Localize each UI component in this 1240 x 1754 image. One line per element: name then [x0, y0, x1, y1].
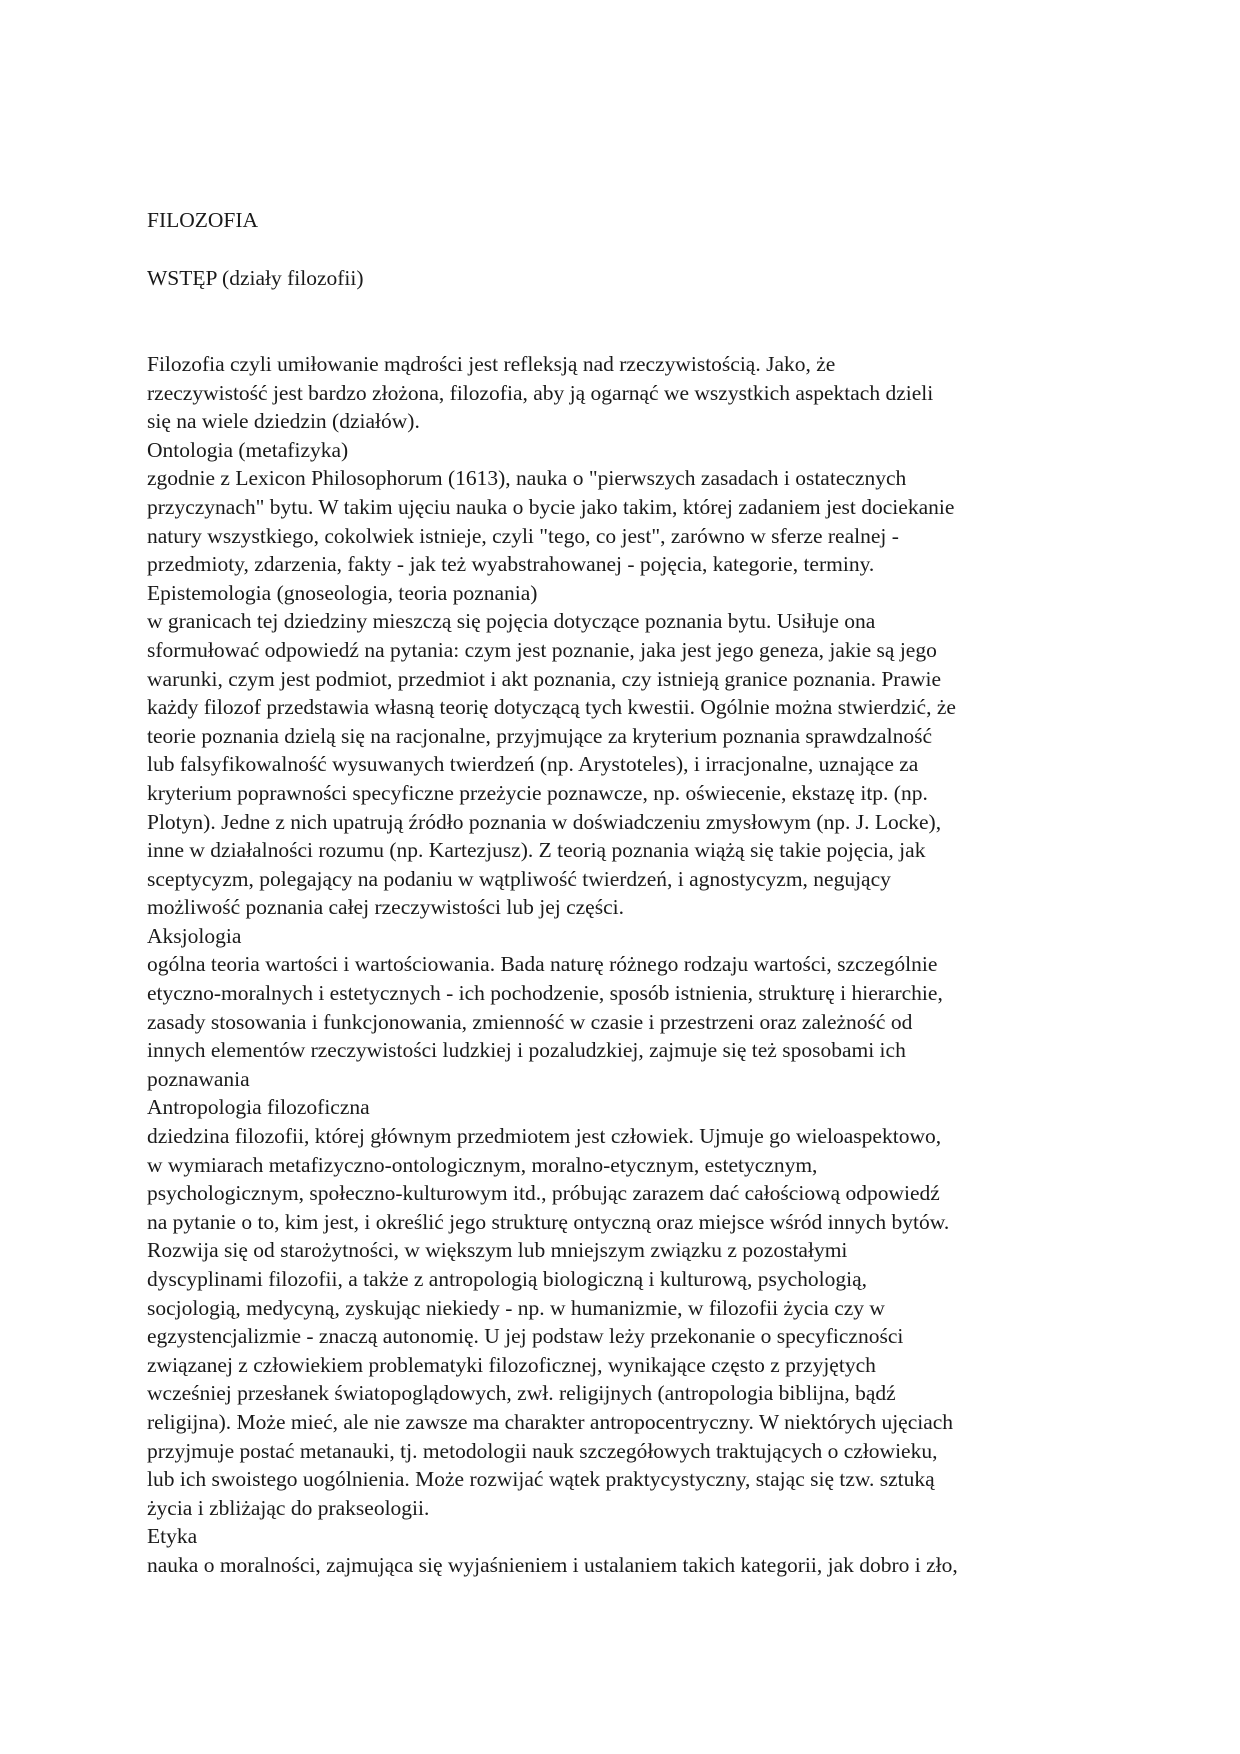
text-line: Etyka — [147, 1524, 198, 1549]
document-subtitle: WSTĘP (działy filozofii) — [147, 266, 364, 290]
text-line: wcześniej przesłanek światopoglądowych, zwł. religijnych (antropologia biblijna, bądź — [147, 1381, 896, 1406]
text-line: dziedzina filozofii, której głównym przedmiotem jest człowiek. Ujmuje go wieloaspektowo, — [147, 1124, 942, 1149]
text-line: sformułować odpowiedź na pytania: czym jest poznanie, jaka jest jego geneza, jakie są jego — [147, 637, 937, 662]
text-line: kryterium poprawności specyficzne przeżycie poznawcze, np. oświecenie, ekstazę itp. (np. — [147, 780, 928, 805]
text-line: zasady stosowania i funkcjonowania, zmienność w czasie i przestrzeni oraz zależność od — [147, 1009, 913, 1034]
document-title: FILOZOFIA — [147, 208, 259, 232]
text-line: teorie poznania dzielą się na racjonalne, przyjmujące za kryterium poznania sprawdzalność — [147, 723, 932, 748]
text-line: rzeczywistość jest bardzo złożona, filozofia, aby ją ogarnąć we wszystkich aspektach dzieli — [147, 380, 934, 405]
text-line: życia i zbliżając do prakseologii. — [147, 1495, 430, 1520]
text-line: się na wiele dziedzin (działów). — [147, 409, 420, 434]
document-body — [147, 350, 958, 1580]
text-line: w wymiarach metafizyczno-ontologicznym, moralno-etycznym, estetycznym, — [147, 1152, 818, 1177]
text-line: socjologią, medycyną, zyskując niekiedy - np. w humanizmie, w filozofii życia czy w — [147, 1295, 885, 1320]
text-line: Rozwija się od starożytności, w większym lub mniejszym związku z pozostałymi — [147, 1238, 848, 1263]
text-line: religijna). Może mieć, ale nie zawsze ma charakter antropocentryczny. W niektórych ujęciach — [147, 1409, 954, 1434]
text-line: psychologicznym, społeczno-kulturowym itd., próbując zarazem dać całościową odpowiedź — [147, 1181, 940, 1206]
text-line: lub ich swoistego uogólnienia. Może rozwijać wątek praktycystyczny, stając się tzw. sztuką — [147, 1467, 935, 1492]
text-line: nauka o moralności, zajmująca się wyjaśnieniem i ustalaniem takich kategorii, jak dobro i zło, — [147, 1552, 958, 1577]
text-line: sceptycyzm, polegający na podaniu w wątpliwość twierdzeń, i agnostycyzm, negujący — [147, 866, 891, 891]
text-line: natury wszystkiego, cokolwiek istnieje, czyli "tego, co jest", zarówno w sferze realnej - — [147, 523, 899, 548]
text-line: każdy filozof przedstawia własną teorię dotyczącą tych kwestii. Ogólnie można stwierdzić, że — [147, 695, 956, 720]
text-line: dyscyplinami filozofii, a także z antropologią biologiczną i kulturową, psychologią, — [147, 1267, 868, 1291]
text-line: etyczno-moralnych i estetycznych - ich pochodzenie, sposób istnienia, strukturę i hierarchie, — [147, 981, 943, 1006]
text-line: możliwość poznania całej rzeczywistości lub jej części. — [147, 895, 624, 920]
text-line: Plotyn). Jedne z nich upatrują źródło poznania w doświadczeniu zmysłowym (np. J. Locke), — [147, 809, 942, 834]
text-line: Epistemologia (gnoseologia, teoria poznania) — [147, 580, 538, 605]
text-line: przyjmuje postać metanauki, tj. metodologii nauk szczegółowych traktujących o człowieku, — [147, 1438, 938, 1463]
text-line: przyczynach" bytu. W takim ujęciu nauka o bycie jako takim, której zadaniem jest dociekanie — [147, 494, 955, 519]
text-line: warunki, czym jest podmiot, przedmiot i akt poznania, czy istnieją granice poznania. Prawie — [147, 666, 942, 691]
text-line: Ontologia (metafizyka) — [147, 437, 349, 462]
text-line: poznawania — [147, 1066, 250, 1091]
text-line: w granicach tej dziedziny mieszczą się pojęcia dotyczące poznania bytu. Usiłuje ona — [147, 609, 876, 634]
text-line: Aksjologia — [147, 923, 242, 948]
text-line: egzystencjalizmie - znaczą autonomię. U jej podstaw leży przekonanie o specyficzności — [147, 1324, 904, 1349]
text-line: innych elementów rzeczywistości ludzkiej i pozaludzkiej, zajmuje się też sposobami ich — [147, 1038, 906, 1063]
text-line: związanej z człowiekiem problematyki filozoficznej, wynikające często z przyjętych — [147, 1352, 876, 1377]
text-line: Filozofia czyli umiłowanie mądrości jest refleksją nad rzeczywistością. Jako, że — [147, 352, 836, 376]
text-line: ogólna teoria wartości i wartościowania. Bada naturę różnego rodzaju wartości, szczególnie — [147, 952, 938, 977]
text-line: na pytanie o to, kim jest, i określić jego strukturę ontyczną oraz miejsce wśród innych bytów. — [147, 1209, 950, 1234]
text-line: Antropologia filozoficzna — [147, 1095, 370, 1120]
text-line: inne w działalności rozumu (np. Kartezjusz). Z teorią poznania wiążą się takie pojęcia, jak — [147, 838, 926, 863]
text-line: zgodnie z Lexicon Philosophorum (1613), nauka o "pierwszych zasadach i ostatecznych — [147, 466, 907, 491]
text-line: lub falsyfikowalność wysuwanych twierdzeń (np. Arystoteles), i irracjonalne, uznające za — [147, 752, 919, 777]
text-line: przedmioty, zdarzenia, fakty - jak też wyabstrahowanej - pojęcia, kategorie, terminy. — [147, 552, 875, 577]
